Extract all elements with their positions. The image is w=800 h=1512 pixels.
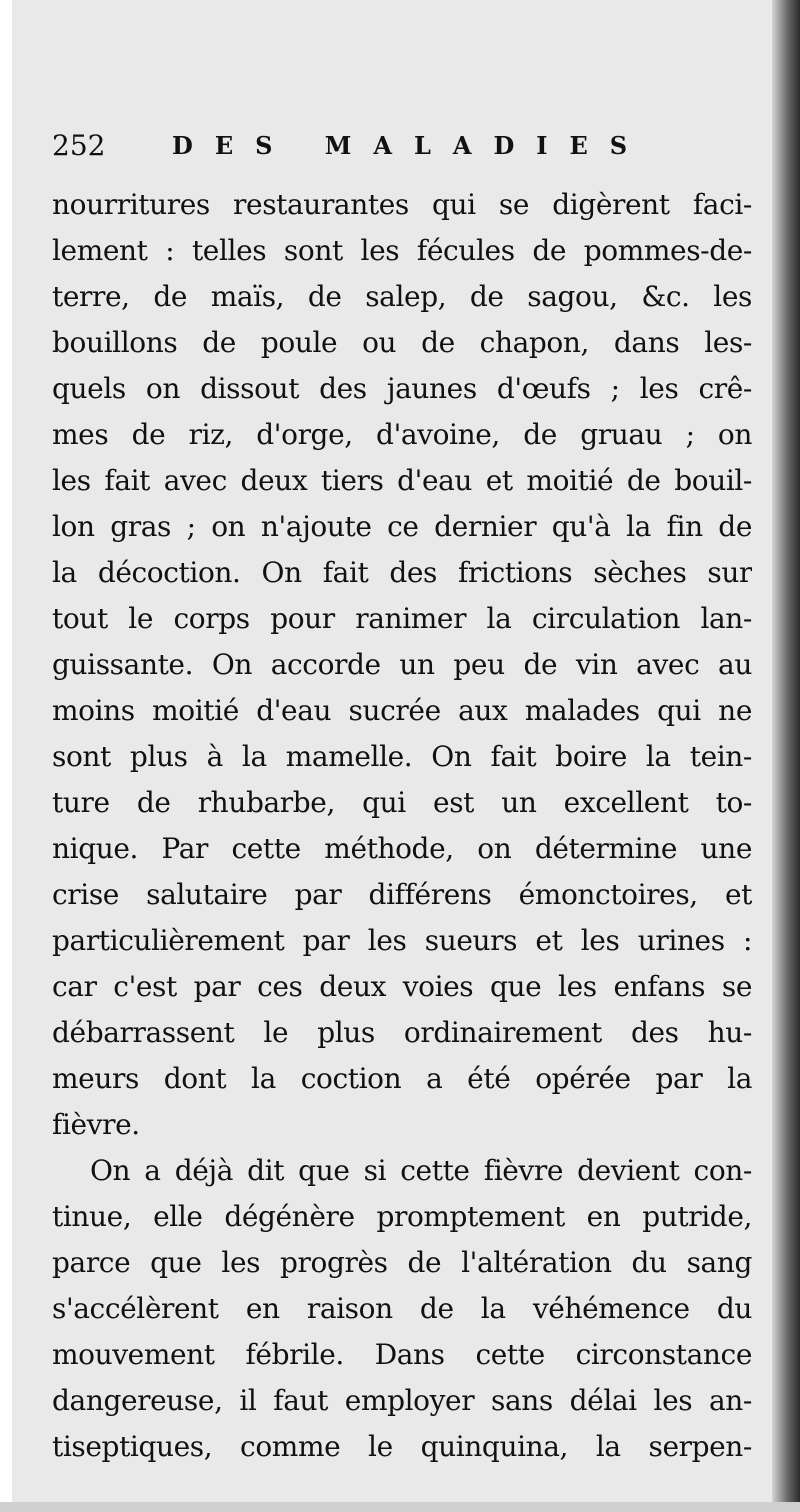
text-line: car c'est par ces deux voies que les enfans se bbox=[52, 970, 752, 1003]
text-line: guissante. On accorde un peu de vin avec au bbox=[52, 648, 752, 681]
text-line: terre, de maïs, de salep, de sagou, &c. les bbox=[52, 280, 752, 313]
running-head: DES MALADIES bbox=[172, 131, 650, 160]
text-line: parce que les progrès de l'altération du sang bbox=[52, 1246, 752, 1279]
text-line: lon gras ; on n'ajoute ce dernier qu'à la fin de bbox=[52, 510, 752, 543]
text-line: ture de rhubarbe, qui est un excellent to- bbox=[52, 786, 752, 819]
text-line: débarrassent le plus ordinairement des hu- bbox=[52, 1016, 752, 1049]
text-line: bouillons de poule ou de chapon, dans les- bbox=[52, 326, 752, 359]
text-line: dangereuse, il faut employer sans délai les an- bbox=[52, 1384, 752, 1417]
text-line: lement : telles sont les fécules de pommes-de- bbox=[52, 234, 752, 267]
text-line: la décoction. On fait des frictions sèches sur bbox=[52, 556, 752, 589]
scan-margin-bottom bbox=[0, 1502, 800, 1512]
scan-margin-left bbox=[0, 0, 12, 1512]
paragraph-first-line: On a déjà dit que si cette fièvre devient con- bbox=[90, 1154, 752, 1187]
text-line: mouvement fébrile. Dans cette circonstance bbox=[52, 1338, 752, 1371]
body-text bbox=[52, 182, 752, 1470]
text-line: tout le corps pour ranimer la circulation lan- bbox=[52, 602, 752, 635]
text-line: meurs dont la coction a été opérée par la bbox=[52, 1062, 752, 1095]
page-number: 252 bbox=[52, 129, 106, 162]
text-line: fièvre. bbox=[52, 1108, 140, 1141]
text-line: tinue, elle dégénère promptement en putride, bbox=[52, 1200, 752, 1233]
text-line: crise salutaire par différens émonctoires, et bbox=[52, 878, 752, 911]
page-header bbox=[52, 126, 752, 166]
text-line: quels on dissout des jaunes d'œufs ; les crê- bbox=[52, 372, 752, 405]
text-line: s'accélèrent en raison de la véhémence du bbox=[52, 1292, 752, 1325]
text-line: nourritures restaurantes qui se digèrent faci- bbox=[52, 188, 752, 221]
text-line: les fait avec deux tiers d'eau et moitié de bouil- bbox=[52, 464, 752, 497]
text-line: particulièrement par les sueurs et les urines : bbox=[52, 924, 752, 957]
text-line: mes de riz, d'orge, d'avoine, de gruau ; on bbox=[52, 418, 752, 451]
text-line: sont plus à la mamelle. On fait boire la tein- bbox=[52, 740, 752, 773]
text-line: tiseptiques, comme le quinquina, la serpen- bbox=[52, 1430, 752, 1463]
page-gutter-shadow bbox=[772, 0, 800, 1512]
text-line: moins moitié d'eau sucrée aux malades qui ne bbox=[52, 694, 752, 727]
text-line: nique. Par cette méthode, on détermine une bbox=[52, 832, 752, 865]
